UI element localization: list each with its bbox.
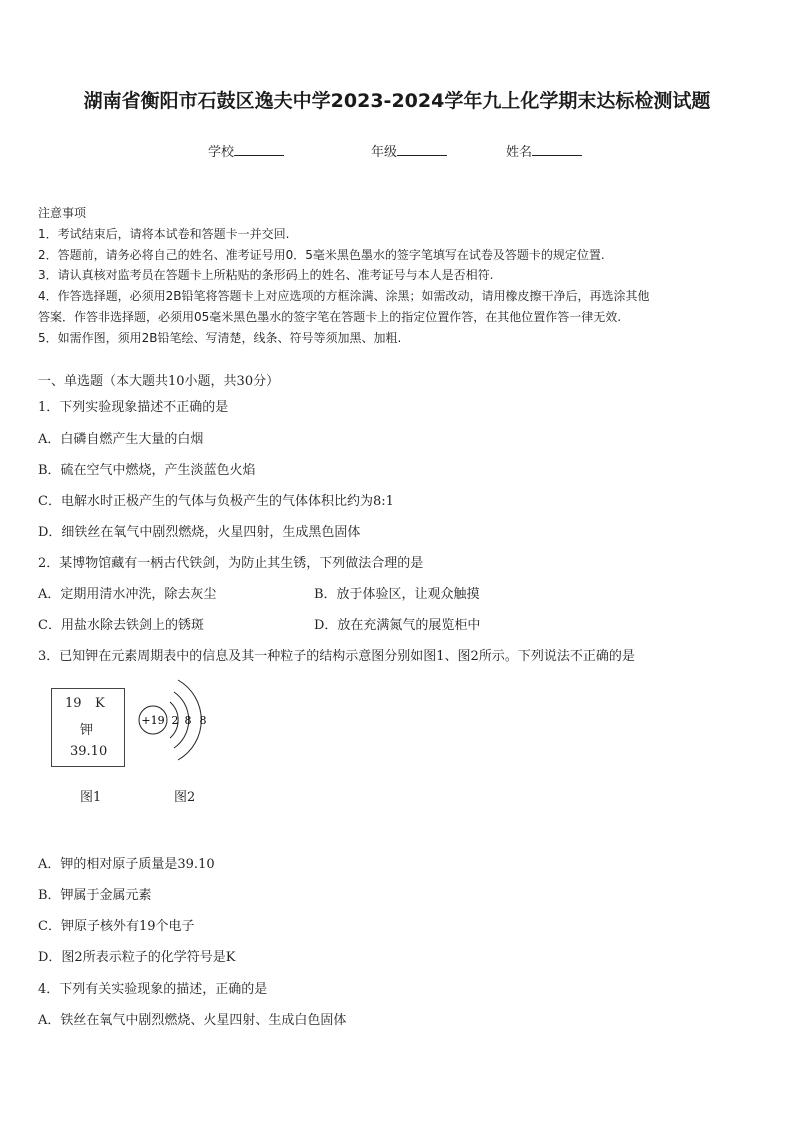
q4-stem: 4．下列有关实验现象的描述，正确的是 <box>38 982 268 997</box>
q1-stem: 1．下列实验现象描述不正确的是 <box>38 400 229 415</box>
figure-1-caption: 图1 <box>80 790 102 805</box>
grade-field <box>371 141 447 160</box>
q2-option-a: A．定期用清水冲洗，除去灰尘 <box>38 587 217 602</box>
nucleus-charge: +19 <box>141 714 165 727</box>
periodic-table-cell <box>51 688 125 767</box>
q3-option-c: C．钾原子核外有19个电子 <box>38 919 195 934</box>
atom-structure-diagram <box>130 670 220 770</box>
q2-option-c: C．用盐水除去铁剑上的锈斑 <box>38 618 204 633</box>
page-title: 湖南省衡阳市石鼓区逸夫中学2023-2024学年九上化学期末达标检测试题 <box>83 90 711 112</box>
element-symbol: K <box>95 696 105 711</box>
q3-option-a: A．钾的相对原子质量是39.10 <box>38 857 215 872</box>
shell-electrons: 2 <box>171 714 179 727</box>
school-field <box>208 141 284 160</box>
q1-option-c: C．电解水时正极产生的气体与负极产生的气体体积比约为8:1 <box>38 494 394 509</box>
notice-item: 1．考试结束后，请将本试卷和答题卡一并交回. <box>38 227 290 241</box>
section-heading: 一、单选题（本大题共10小题，共30分） <box>38 374 280 389</box>
q1-option-b: B．硫在空气中燃烧，产生淡蓝色火焰 <box>38 463 256 478</box>
atomic-mass: 39.10 <box>70 744 108 759</box>
atomic-number: 19 <box>65 696 82 711</box>
notice-item: 2．答题前，请务必将自己的姓名、准考证号用0．5毫米黑色墨水的签字笔填写在试卷及答题卡的规定位置. <box>38 248 605 262</box>
q3-option-d: D．图2所表示粒子的化学符号是K <box>38 950 236 965</box>
figure-2-caption: 图2 <box>174 790 196 805</box>
q3-stem: 3．已知钾在元素周期表中的信息及其一种粒子的结构示意图分别如图1、图2所示。下列说法不正确的是 <box>38 649 635 664</box>
name-label: 姓名 <box>506 145 533 160</box>
q2-stem: 2．某博物馆藏有一柄古代铁剑，为防止其生锈，下列做法合理的是 <box>38 556 424 571</box>
q1-option-d: D．细铁丝在氧气中剧烈燃烧，火星四射，生成黑色固体 <box>38 525 361 540</box>
notice-item: 答案．作答非选择题，必须用05毫米黑色墨水的签字笔在答题卡上的指定位置作答，在其他位置作答一律无效. <box>38 310 622 324</box>
shell-electrons: 8 <box>184 714 192 727</box>
notice-item: 5．如需作图，须用2B铅笔绘、写清楚，线条、符号等须加黑、加粗. <box>38 331 402 345</box>
q2-option-d: D．放在充满氮气的展览柜中 <box>314 618 481 633</box>
q2-option-b: B．放于体验区，让观众触摸 <box>314 587 480 602</box>
q1-option-a: A．白磷自燃产生大量的白烟 <box>38 432 204 447</box>
grade-label: 年级 <box>371 145 398 160</box>
q3-option-b: B．钾属于金属元素 <box>38 888 152 903</box>
notice-item: 3．请认真核对监考员在答题卡上所粘贴的条形码上的姓名、准考证号与本人是否相符. <box>38 268 494 282</box>
school-label: 学校 <box>208 145 235 160</box>
shell-electrons: 8 <box>199 714 207 727</box>
q4-option-a: A．铁丝在氧气中剧烈燃烧、火星四射、生成白色固体 <box>38 1013 347 1028</box>
notice-item: 4．作答选择题，必须用2B铅笔将答题卡上对应选项的方框涂满、涂黑；如需改动，请用橡皮擦干净后，再选涂其他 <box>38 289 650 303</box>
name-field <box>506 141 582 160</box>
notice-heading: 注意事项 <box>38 206 87 220</box>
element-name: 钾 <box>80 723 94 738</box>
